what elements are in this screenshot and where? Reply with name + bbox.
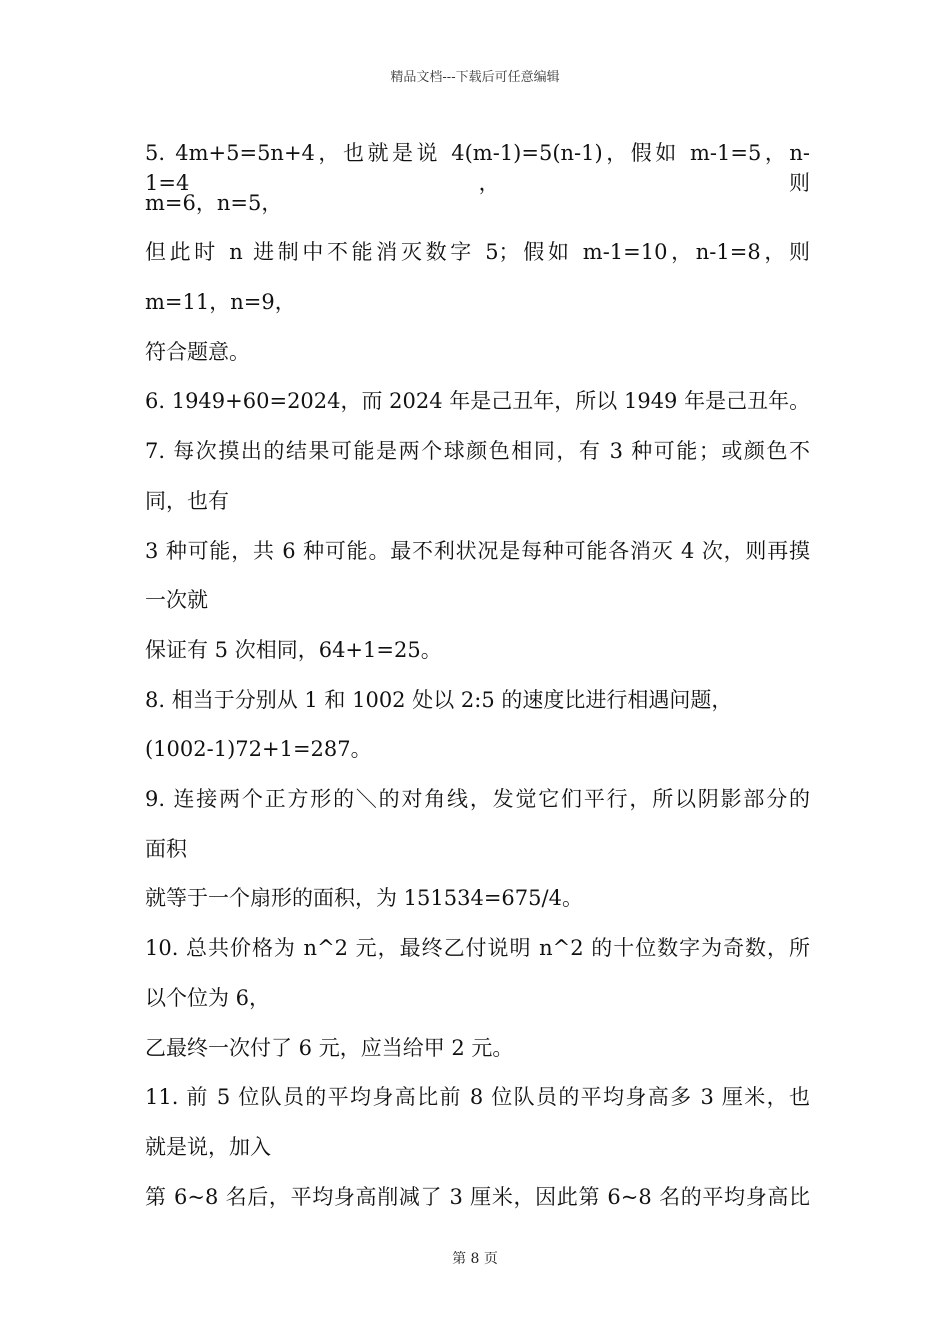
text-line: m=11，n=9， — [145, 290, 296, 314]
text-line: 6. 1949+60=2024，而 2024 年是己丑年，所以 1949 年是己丑年。 — [145, 389, 811, 413]
text-line: 10. 总共价格为 n^2 元，最终乙付说明 n^2 的十位数字为奇数，所 — [145, 936, 810, 960]
text-line: 5. 4m+5=5n+4，也就是说 4(m-1)=5(n-1)，假如 m-1=5，n-1=4，则 — [145, 141, 810, 195]
text-line: (1002-1)72+1=287。 — [145, 737, 372, 761]
text-line: 乙最终一次付了 6 元，应当给甲 2 元。 — [145, 1036, 514, 1060]
page-header: 精品文档---下载后可任意编辑 — [390, 70, 560, 85]
text-line: 保证有 5 次相同，64+1=25。 — [145, 638, 442, 662]
text-line: m=6，n=5， — [145, 191, 283, 215]
text-line: 就是说，加入 — [145, 1135, 271, 1159]
text-line: 但此时 n 进制中不能消灭数字 5；假如 m-1=10，n-1=8，则 — [145, 240, 810, 264]
text-line: 3 种可能，共 6 种可能。最不利状况是每种可能各消灭 4 次，则再摸 — [145, 539, 810, 563]
text-line: 以个位为 6， — [145, 986, 271, 1010]
text-line: 9. 连接两个正方形的＼的对角线，发觉它们平行，所以阴影部分的 — [145, 787, 810, 811]
page-number: 第 8 页 — [452, 1251, 498, 1267]
text-line: 就等于一个扇形的面积，为 151534=675/4。 — [145, 886, 583, 910]
text-line: 第 6~8 名后，平均身高削减了 3 厘米，因此第 6~8 名的平均身高比 — [145, 1185, 810, 1209]
text-line: 面积 — [145, 837, 187, 861]
text-line: 7. 每次摸出的结果可能是两个球颜色相同，有 3 种可能；或颜色不 — [145, 439, 810, 463]
text-line: 8. 相当于分别从 1 和 1002 处以 2:5 的速度比进行相遇问题， — [145, 688, 733, 712]
text-line: 符合题意。 — [145, 340, 250, 364]
text-line: 同，也有 — [145, 489, 229, 513]
text-line: 一次就 — [145, 588, 208, 612]
text-line: 11. 前 5 位队员的平均身高比前 8 位队员的平均身高多 3 厘米，也 — [145, 1085, 810, 1109]
